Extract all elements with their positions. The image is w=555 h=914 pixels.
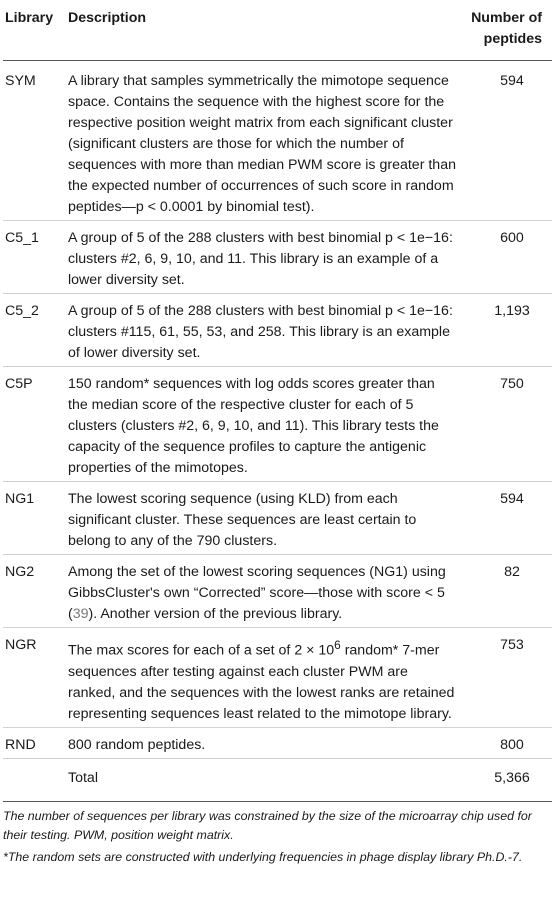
total-label: Total — [65, 758, 458, 801]
header-library: Library — [3, 0, 65, 61]
superscript-exponent: 6 — [334, 638, 341, 652]
description-text: The max scores for each of a set of 2 × 10 — [68, 642, 335, 659]
table-row-total — [3, 758, 552, 801]
table-header-row — [3, 0, 552, 61]
library-description: A group of 5 of the 288 clusters with best binomial p < 1e−16: clusters #2, 6, 9, 10, and 11. This library is an example of a lower diversity set. — [65, 221, 458, 294]
table-row-ng1 — [3, 482, 552, 555]
total-count: 5,366 — [458, 758, 552, 801]
peptide-count: 82 — [458, 555, 552, 628]
library-name: RND — [3, 727, 65, 758]
description-text: Among the set of the lowest scoring sequences (NG1) using GibbsCluster's own “Corrected” score—those with score < 5 ( — [68, 564, 446, 622]
library-description — [65, 555, 458, 628]
citation-link[interactable]: 39 — [72, 606, 89, 622]
library-name: C5P — [3, 367, 65, 482]
peptide-count: 750 — [458, 367, 552, 482]
library-name: SYM — [3, 61, 65, 221]
library-description: The lowest scoring sequence (using KLD) from each significant cluster. These sequences are least certain to belong to any of the 790 clusters. — [65, 482, 458, 555]
peptide-count: 753 — [458, 628, 552, 728]
library-description: A library that samples symmetrically the mimotope sequence space. Contains the sequence with the highest score for the respective position weight matrix from each significant cluster (significant clusters are those for which the number of sequences with more than median PWM score is greater than the expected number of occurrences of such score in random peptides—p < 0.0001 by binomial test). — [65, 61, 458, 221]
peptide-count: 594 — [458, 482, 552, 555]
table-row-c5-2 — [3, 294, 552, 367]
table-row-ngr — [3, 628, 552, 728]
header-description: Description — [65, 0, 458, 61]
library-table — [3, 0, 552, 802]
description-text: random* 7-mer sequences after testing against each cluster PWM are ranked, and the sequences with the lowest ranks are retained representing sequences least related to the mimotope library. — [68, 642, 455, 722]
library-description: A group of 5 of the 288 clusters with best binomial p < 1e−16: clusters #115, 61, 55, 53, and 258. This library is an example of lower diversity set. — [65, 294, 458, 367]
footnote: The number of sequences per library was constrained by the size of the microarray chip used for their testing. PWM, position weight matrix. — [3, 808, 532, 842]
peptide-count: 600 — [458, 221, 552, 294]
table-row-c5p — [3, 367, 552, 482]
footnote: *The random sets are constructed with underlying frequencies in phage display library Ph.D.-7. — [3, 849, 523, 864]
total-spacer — [3, 758, 65, 801]
description-text: ). Another version of the previous library. — [88, 606, 343, 622]
table-row-rnd — [3, 727, 552, 758]
peptide-count: 800 — [458, 727, 552, 758]
table-footnotes — [3, 807, 552, 867]
table-row-ng2 — [3, 555, 552, 628]
peptide-count: 594 — [458, 61, 552, 221]
table-row-c5-1 — [3, 221, 552, 294]
peptide-count: 1,193 — [458, 294, 552, 367]
library-name: C5_1 — [3, 221, 65, 294]
header-number-of-peptides: Number of peptides — [458, 0, 552, 61]
table-row-sym — [3, 61, 552, 221]
library-description: 800 random peptides. — [65, 727, 458, 758]
library-name: NG2 — [3, 555, 65, 628]
library-name: NG1 — [3, 482, 65, 555]
library-name: NGR — [3, 628, 65, 728]
library-description: 150 random* sequences with log odds scores greater than the median score of the respective cluster for each of 5 clusters (clusters #2, 6, 9, 10, and 11). This library tests the capacity of the sequence profiles to capture the antigenic properties of the mimotopes. — [65, 367, 458, 482]
library-name: C5_2 — [3, 294, 65, 367]
library-description — [65, 628, 458, 728]
